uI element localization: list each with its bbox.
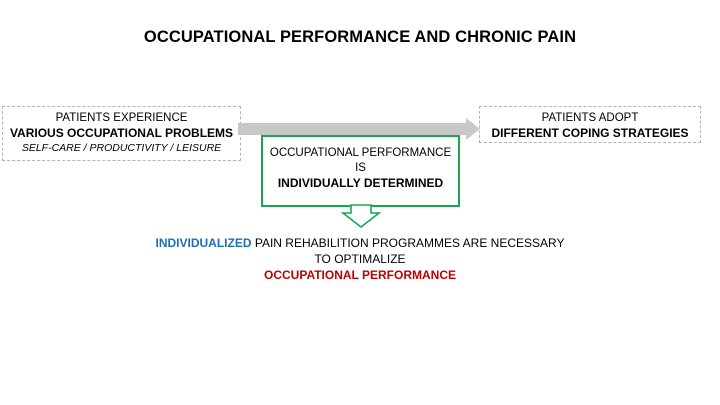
down-arrow-shape	[343, 205, 379, 227]
center-box-line2: IS	[355, 162, 366, 174]
conclusion-line3: OCCUPATIONAL PERFORMANCE	[264, 268, 456, 282]
left-box-line1: PATIENTS EXPERIENCE	[55, 112, 188, 124]
slide-title: OCCUPATIONAL PERFORMANCE AND CHRONIC PAIN	[143, 28, 577, 46]
right-box-line1: PATIENTS ADOPT	[541, 112, 639, 124]
conclusion-line1-rest: PAIN REHABILITION PROGRAMMES ARE NECESSARY	[251, 236, 565, 250]
center-box-line1: OCCUPATIONAL PERFORMANCE	[269, 147, 452, 159]
conclusion-highlight: INDIVIDUALIZED	[155, 236, 252, 250]
conclusion-line2: TO OPTIMALIZE	[314, 252, 406, 266]
left-box-line3: SELF-CARE / PRODUCTIVITY / LEISURE	[21, 142, 222, 154]
left-box-line2: VARIOUS OCCUPATIONAL PROBLEMS	[9, 126, 234, 140]
right-box-line2: DIFFERENT COPING STRATEGIES	[491, 126, 689, 140]
center-box-line3: INDIVIDUALLY DETERMINED	[277, 176, 444, 190]
